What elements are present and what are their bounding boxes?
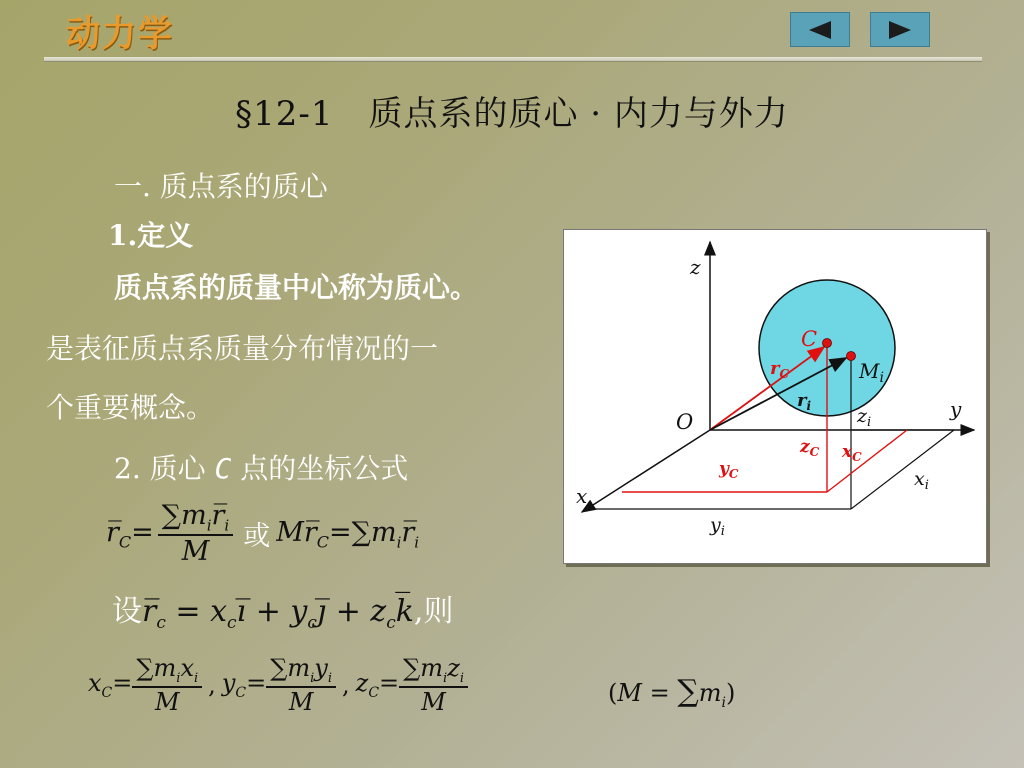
point-mi <box>847 352 856 361</box>
definition-line-3: 个重要概念。 <box>46 391 215 424</box>
header-divider <box>44 57 982 62</box>
label-yi: $y_i$ <box>710 514 725 539</box>
centroid-diagram <box>563 229 987 564</box>
label-zc: $z_C$ <box>800 437 820 459</box>
coords-heading-suffix: 点的坐标公式 <box>231 452 409 485</box>
formula-or-text: 或 <box>243 521 271 553</box>
prev-button[interactable] <box>790 12 850 47</box>
point-c <box>823 339 832 348</box>
triangle-left-icon <box>805 19 835 41</box>
label-yc: $y_C$ <box>719 459 739 481</box>
label-z: z <box>690 255 701 279</box>
brand-logo-text: 动力学 <box>66 13 174 56</box>
label-ri: $r_i$ <box>797 390 812 413</box>
formula-coordinates: $x_C=$ $\frac{\sum m_ix_i}{M}$ , $y_C=$ $\frac{\sum m_iy_i}{M}$ , $z_C=$ $\frac{\sum m_iz_i}{M}$ <box>88 654 468 716</box>
formula-centroid-vector: $r̅_C=$ $\frac{\sum m_ir̅_i}{M}$ 或 $Mr̅_C=\sum m_ir̅_i$ <box>106 500 420 568</box>
mi-side-line <box>851 430 954 509</box>
definition-line-2: 是表征质点系质量分布情况的一 <box>46 332 439 365</box>
label-o: O <box>676 410 694 434</box>
next-button[interactable] <box>870 12 930 47</box>
label-y: y <box>950 397 962 421</box>
definition-line-1: 质点系的质量中心称为质心。 <box>114 271 479 304</box>
c-side-line <box>827 430 907 492</box>
triangle-right-icon <box>885 19 915 41</box>
formula-total-mass: $(M = \sum m_i)$ <box>608 674 736 711</box>
centroid-diagram-svg <box>564 230 986 563</box>
formula-let-text: 设 <box>112 594 142 629</box>
coords-heading-var: C <box>214 452 232 485</box>
label-mi: $M_i$ <box>859 359 884 386</box>
label-x: x <box>576 484 588 508</box>
section-heading: 一. 质点系的质心 <box>114 170 328 203</box>
formula-vector-decomposition: 设$r̅_c$ = $x_ci̅$ + $y_cj̅$ + $z_ck̅$,则 <box>112 594 454 633</box>
label-xc: $x_C$ <box>842 442 862 464</box>
coords-heading <box>114 447 408 487</box>
label-rc: $r_C$ <box>770 358 790 381</box>
formula-then-text: ,则 <box>413 594 454 629</box>
label-c: C <box>801 327 818 351</box>
slide-title: §12-1 质点系的质心 · 内力与外力 <box>235 94 789 134</box>
definition-heading: 1.定义 <box>108 219 194 252</box>
label-xi: $x_i$ <box>914 468 929 493</box>
coords-heading-prefix: 2. 质心 <box>114 452 215 485</box>
x-axis <box>582 430 710 512</box>
label-zi: $z_i$ <box>857 405 872 430</box>
